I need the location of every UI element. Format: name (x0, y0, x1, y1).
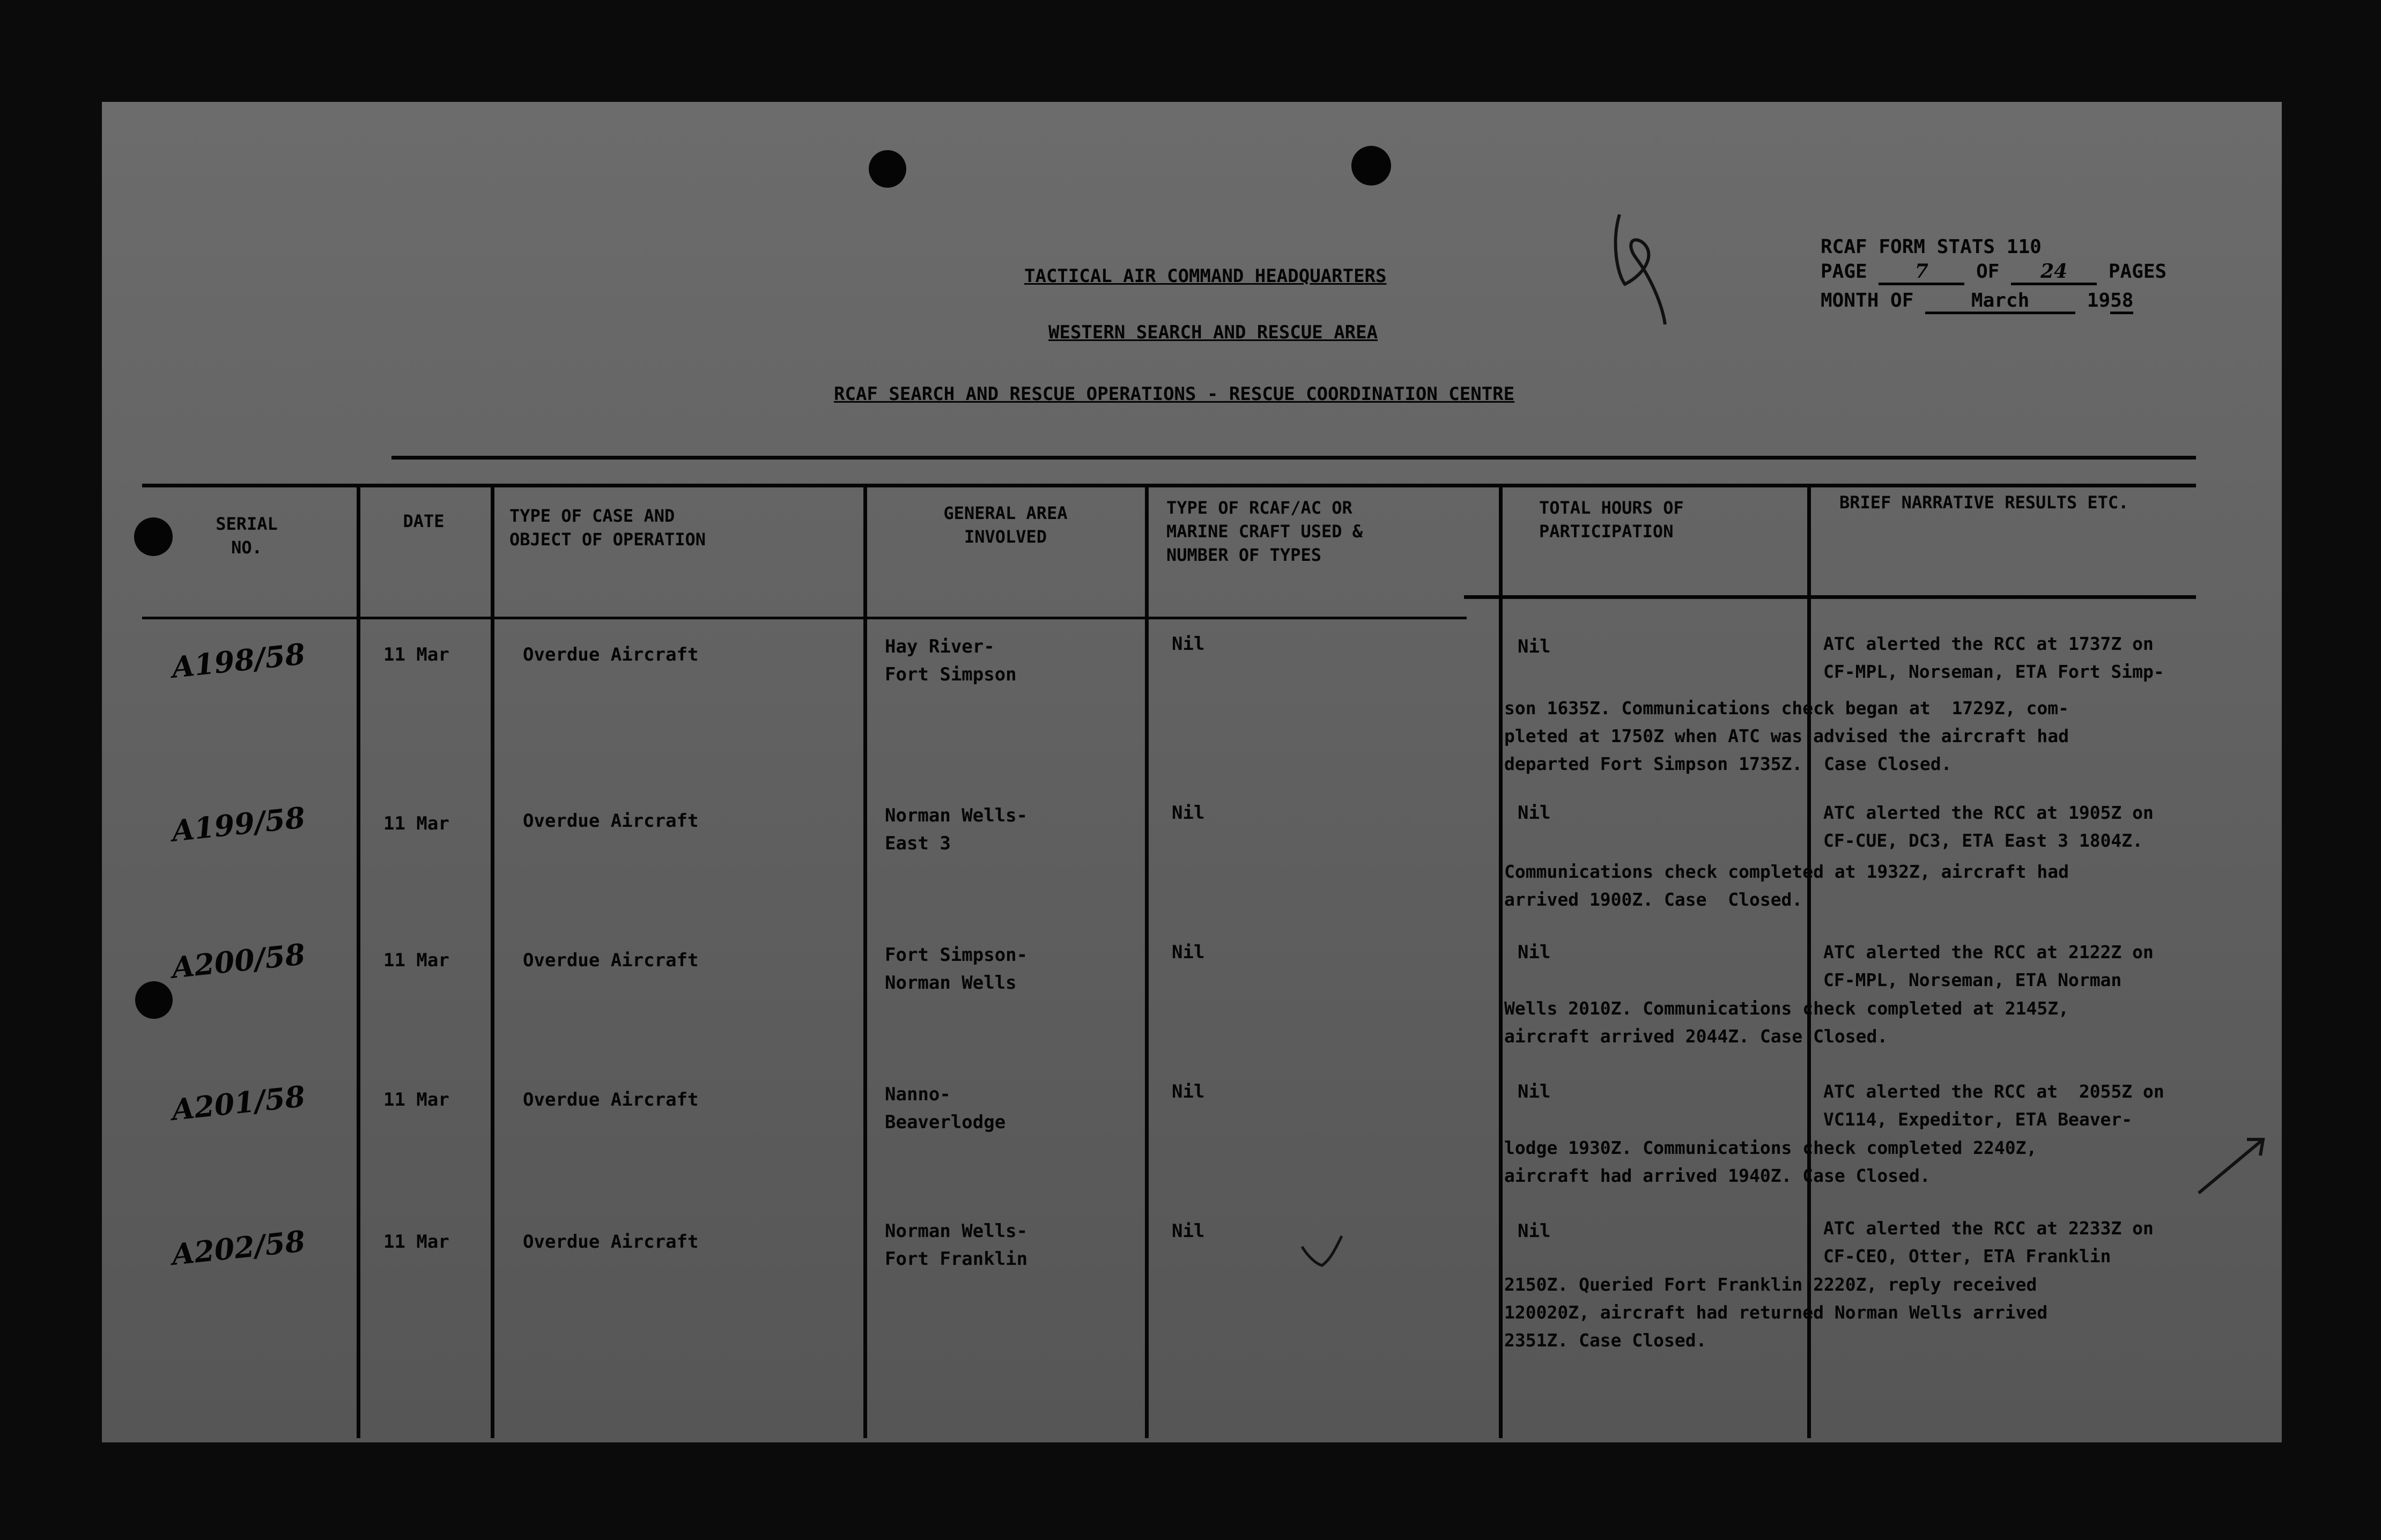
page-of: OF (1976, 261, 2000, 283)
row-hours: Nil (1518, 636, 1551, 657)
col-divider-4 (1145, 484, 1149, 1438)
table-head-top-rule (142, 484, 2196, 487)
row-hours: Nil (1518, 1081, 1551, 1102)
row-craft: Nil (1172, 633, 1205, 655)
col-divider-2 (491, 484, 494, 1438)
row-area: Norman Wells- East 3 (885, 805, 1028, 854)
document-sheet (102, 102, 2282, 1442)
row-narrative-wrap: Wells 2010Z. Communications check completed at 2145Z, aircraft arrived 2044Z. Case Closed. (1504, 998, 2069, 1047)
row-area: Nanno- Beaverlodge (885, 1084, 1006, 1133)
col-header-narrative: BRIEF NARRATIVE RESULTS ETC. (1839, 492, 2129, 513)
col-header-area: GENERAL AREA INVOLVED (943, 503, 1068, 547)
row-narrative-right: ATC alerted the RCC at 2055Z on VC114, Expeditor, ETA Beaver- (1823, 1081, 2164, 1130)
row-narrative-right: ATC alerted the RCC at 2122Z on CF-MPL, Norseman, ETA Norman (1823, 942, 2154, 990)
table-top-rule (391, 456, 2196, 460)
col-divider-5 (1499, 484, 1503, 1438)
form-name: RCAF FORM STATS 110 (1821, 236, 2042, 258)
serial-handwritten: A198/58 (170, 636, 307, 685)
row-date: 11 Mar (383, 1089, 449, 1110)
pages-suffix: PAGES (2108, 261, 2167, 283)
month-prefix: MONTH OF (1821, 290, 1914, 312)
row-area: Fort Simpson- Norman Wells (885, 944, 1028, 994)
row-hours: Nil (1518, 942, 1551, 963)
punch-hole-left-lower (135, 981, 173, 1019)
row-case: Overdue Aircraft (523, 644, 699, 665)
row-narrative-right: ATC alerted the RCC at 1905Z on CF-CUE, DC3, ETA East 3 1804Z. (1823, 802, 2154, 851)
form-page-line (1821, 260, 2166, 285)
punch-hole-top-right (1351, 146, 1391, 186)
serial-handwritten: A201/58 (170, 1079, 307, 1127)
serial-handwritten: A200/58 (170, 937, 307, 985)
row-area: Hay River- Fort Simpson (885, 636, 1017, 685)
header-line-1: TACTICAL AIR COMMAND HEADQUARTERS (1024, 265, 1387, 287)
table-head-bottom-rule (1464, 595, 2196, 599)
page-prefix: PAGE (1821, 261, 1867, 283)
header-line-3: RCAF SEARCH AND RESCUE OPERATIONS - RESCUE COORDINATION CENTRE (834, 383, 1515, 405)
arrow-mark-icon (2193, 1131, 2268, 1201)
row-narrative-wrap: 2150Z. Queried Fort Franklin 2220Z, reply received 120020Z, aircraft had returned Norman Wells arrived 2351Z. Case Closed. (1504, 1274, 2048, 1351)
row-date: 11 Mar (383, 813, 449, 834)
row-craft: Nil (1172, 1081, 1205, 1102)
row-narrative-right: ATC alerted the RCC at 2233Z on CF-CEO, Otter, ETA Franklin (1823, 1218, 2154, 1267)
row-date: 11 Mar (383, 950, 449, 971)
row-hours: Nil (1518, 802, 1551, 824)
serial-handwritten: A199/58 (170, 800, 307, 848)
row-case: Overdue Aircraft (523, 1089, 699, 1110)
row-area: Norman Wells- Fort Franklin (885, 1220, 1028, 1270)
form-month-line (1821, 290, 2133, 314)
row-hours: Nil (1518, 1220, 1551, 1242)
page-number: 7 (1879, 260, 1964, 285)
row-case: Overdue Aircraft (523, 1231, 699, 1253)
col-header-craft: TYPE OF RCAF/AC OR MARINE CRAFT USED & NUMBER OF TYPES (1166, 498, 1363, 565)
table-head-bottom-rule-left (142, 617, 1467, 619)
handwritten-mark-icon (1609, 209, 1678, 332)
col-divider-1 (357, 484, 360, 1438)
punch-hole-top-left (869, 150, 906, 188)
page-total: 24 (2011, 260, 2097, 285)
row-craft: Nil (1172, 1220, 1205, 1242)
row-narrative-wrap: Communications check completed at 1932Z, aircraft had arrived 1900Z. Case Closed. (1504, 861, 2069, 910)
punch-hole-left-upper (134, 517, 173, 556)
row-case: Overdue Aircraft (523, 810, 699, 832)
col-header-serial: SERIAL NO. (216, 514, 278, 558)
col-header-case: TYPE OF CASE AND OBJECT OF OPERATION (509, 506, 706, 550)
col-divider-3 (863, 484, 867, 1438)
row-case: Overdue Aircraft (523, 950, 699, 971)
row-craft: Nil (1172, 802, 1205, 824)
check-mark-icon (1298, 1231, 1346, 1274)
month-value: March (1925, 290, 2075, 314)
year-prefix: 19 (2087, 290, 2111, 312)
col-header-date: DATE (403, 511, 445, 531)
col-header-hours: TOTAL HOURS OF PARTICIPATION (1539, 498, 1684, 542)
row-craft: Nil (1172, 942, 1205, 963)
row-date: 11 Mar (383, 644, 449, 665)
serial-handwritten: A202/58 (170, 1224, 307, 1272)
row-narrative-right: ATC alerted the RCC at 1737Z on CF-MPL, Norseman, ETA Fort Simp- (1823, 633, 2164, 682)
header-line-2: WESTERN SEARCH AND RESCUE AREA (1048, 322, 1378, 343)
row-date: 11 Mar (383, 1231, 449, 1253)
row-narrative-wrap: lodge 1930Z. Communications check completed 2240Z, aircraft had arrived 1940Z. Case Closed. (1504, 1137, 2037, 1186)
year-value: 58 (2110, 290, 2133, 314)
row-narrative-wrap: son 1635Z. Communications check began at 1729Z, com- pleted at 1750Z when ATC was advised the aircraft had departed Fort Simpson 1735Z. Case Closed. (1504, 698, 2069, 774)
